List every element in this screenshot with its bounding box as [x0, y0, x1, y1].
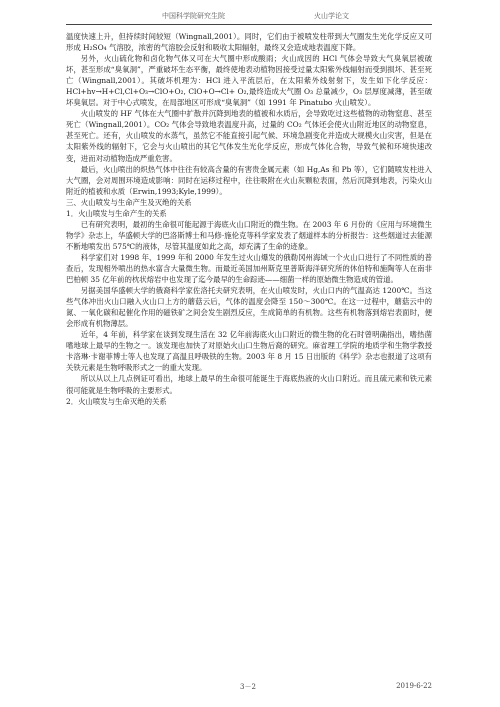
paragraph-7: 另据美国华盛顿大学的俄裔科学家佐洛托夫研究表明，在火山喷发时，火山口内的气温高达 1200℃。当这些气体冲出火山口融入火山口上方的蘑菇云后，气体的温度会降至 150～300℃。在这一过程中，蘑菇云中的氮、一氧化碳和起催化作用的磁铁矿之间会发生剧烈反应，生成简单的有机物。这些有机物落到熔岩表面时，便会形成有机物薄层。 — [66, 286, 432, 329]
header-title: 火山学论文 — [314, 12, 349, 20]
footer-date: 2019-6-22 — [396, 682, 432, 690]
page-header — [66, 9, 430, 23]
paragraph-3: 火山喷发的 HF 气体在大气圈中扩散并沉降到地表的植被和水质后，会导致吃过这些植物的动物窒息、甚至死亡（Wingnall,2001）。CO₂ 气体会导致地表温度升高，过量的 CO₂ 气体还会使火山附近地区的动物窒息，甚至死亡。还有，火山喷发的水蒸气，虽然它不能直接引起气候、环境急剧变化并造成大规模火山灾害，但是在太阳紫外线的辐射下，它会与火山喷出的其它气体发生光化学反应，形成气体化合物，导致气候和环境快速改变，进而对动植物造成严重危害。 — [66, 109, 432, 163]
subsection-heading-2: 2．火山喷发与生命灭绝的关系 — [66, 396, 167, 406]
paragraph-4: 最后，火山喷出的炽热气体中往往有较高含量的有害贵金属元素（如 Hg,As 和 Pb 等），它们随喷发柱进入大气圈，会对周围环境造成影响：同时在运移过程中，往往吸附在火山灰颗粒表面，然后沉降到地表，污染火山附近的植被和水质（Erwin,1993;Kyle,1999）。 — [66, 164, 432, 196]
paragraph-2: 另外，火山硫化物和卤化物气体又可在大气圈中形成酸雨；火山成因的 HCl 气体会导致大气臭氧层被破坏，甚至形成“臭氧洞”，严重破坏生态平衡，最终使地表动植物因接受过量太阳紫外线辐射而受到损坏、甚至死亡（Wingnall,2001）。其破坏机理为：HCl 进入平流层后，在太阳紫外线射射下，发生如下化学反应：HCl+hv→H+Cl,Cl+O₃→ClO+O₂, ClO+O→Cl+ O₂,最终造成大气圈 O₃ 总量减少，O₃ 层厚度减薄，甚至破坏臭氧层。对于中心式喷发，在局部地区可形成“臭氧洞”（如 1991 年 Pinatubo 火山喷发）。 — [66, 54, 432, 108]
page-number: 3－2 — [240, 683, 256, 691]
section-heading: 三、火山喷发与生命产生及灭绝的关系 — [66, 197, 192, 207]
header-rule — [66, 24, 432, 25]
page-footer — [66, 682, 432, 694]
paragraph-9: 所以从以上几点例证可看出，地球上最早的生命很可能诞生于海底热液的火山口附近。而且硫元素和铁元素很可能就是生物呼吸的主要形式。 — [66, 374, 432, 395]
document-body — [66, 31, 432, 407]
paragraph-8: 近年，4 年前，科学家在谈到发现生活在 32 亿年前海底火山口附近的微生物的化石时曾明确指出，嗜热菌嗜地球上最早的生物之一。该发现也加快了对原始火山口生物后裔的研究。麻省理工学院的地质学和生物学教授卡洛琳·卡谢菲博士等人也发现了高温且呼吸铁的生物。2003 年 8 月 15 日出版的《科学》杂志也报道了这项有关铁元素是生物呼吸形式之一的重大发现。 — [66, 330, 432, 373]
header-institution: 中国科学院研究生院 — [162, 12, 225, 20]
paragraph-5: 已有研究表明，最初的生命很可能起源于海底火山口附近的微生物。在 2003 年 6 月份的《应用与环境微生物学》杂志上，华盛顿大学的巴洛斯博士和马修·施伦克等科学家发表了烟道样本的分析报告：这些烟道过去能源不断地喷发出 575℃的液体，尽管其温度如此之高，却充满了生命的迹象。 — [66, 219, 432, 251]
paragraph-1: 温度快速上升，但持续时间较短（Wingnall,2001）。同时，它们由于被喷发柱带到大气圈发生光化学反应又可形成 H₂SO₄ 气溶胶，浓密的气溶胶会反射和吸收太阳辐射，最终又会造成地表温度下降。 — [66, 32, 432, 53]
subsection-heading-1: 1．火山喷发与生命产生的关系 — [66, 208, 167, 218]
paragraph-6: 科学家们对 1998 年、1999 年和 2000 年发生过火山爆发的俄勒冈州海域一个火山口进行了不同性质的普查后，发现相外喷出的热水富含大量微生物。而最近美国加州斯克里普斯海洋研究所的休伯特和施陶等人在南非巴柏顿 35 亿年前的枕状熔岩中也发现了迄今最早的生命踪迹——细菌一样的原始微生物造成的管道。 — [66, 252, 432, 285]
